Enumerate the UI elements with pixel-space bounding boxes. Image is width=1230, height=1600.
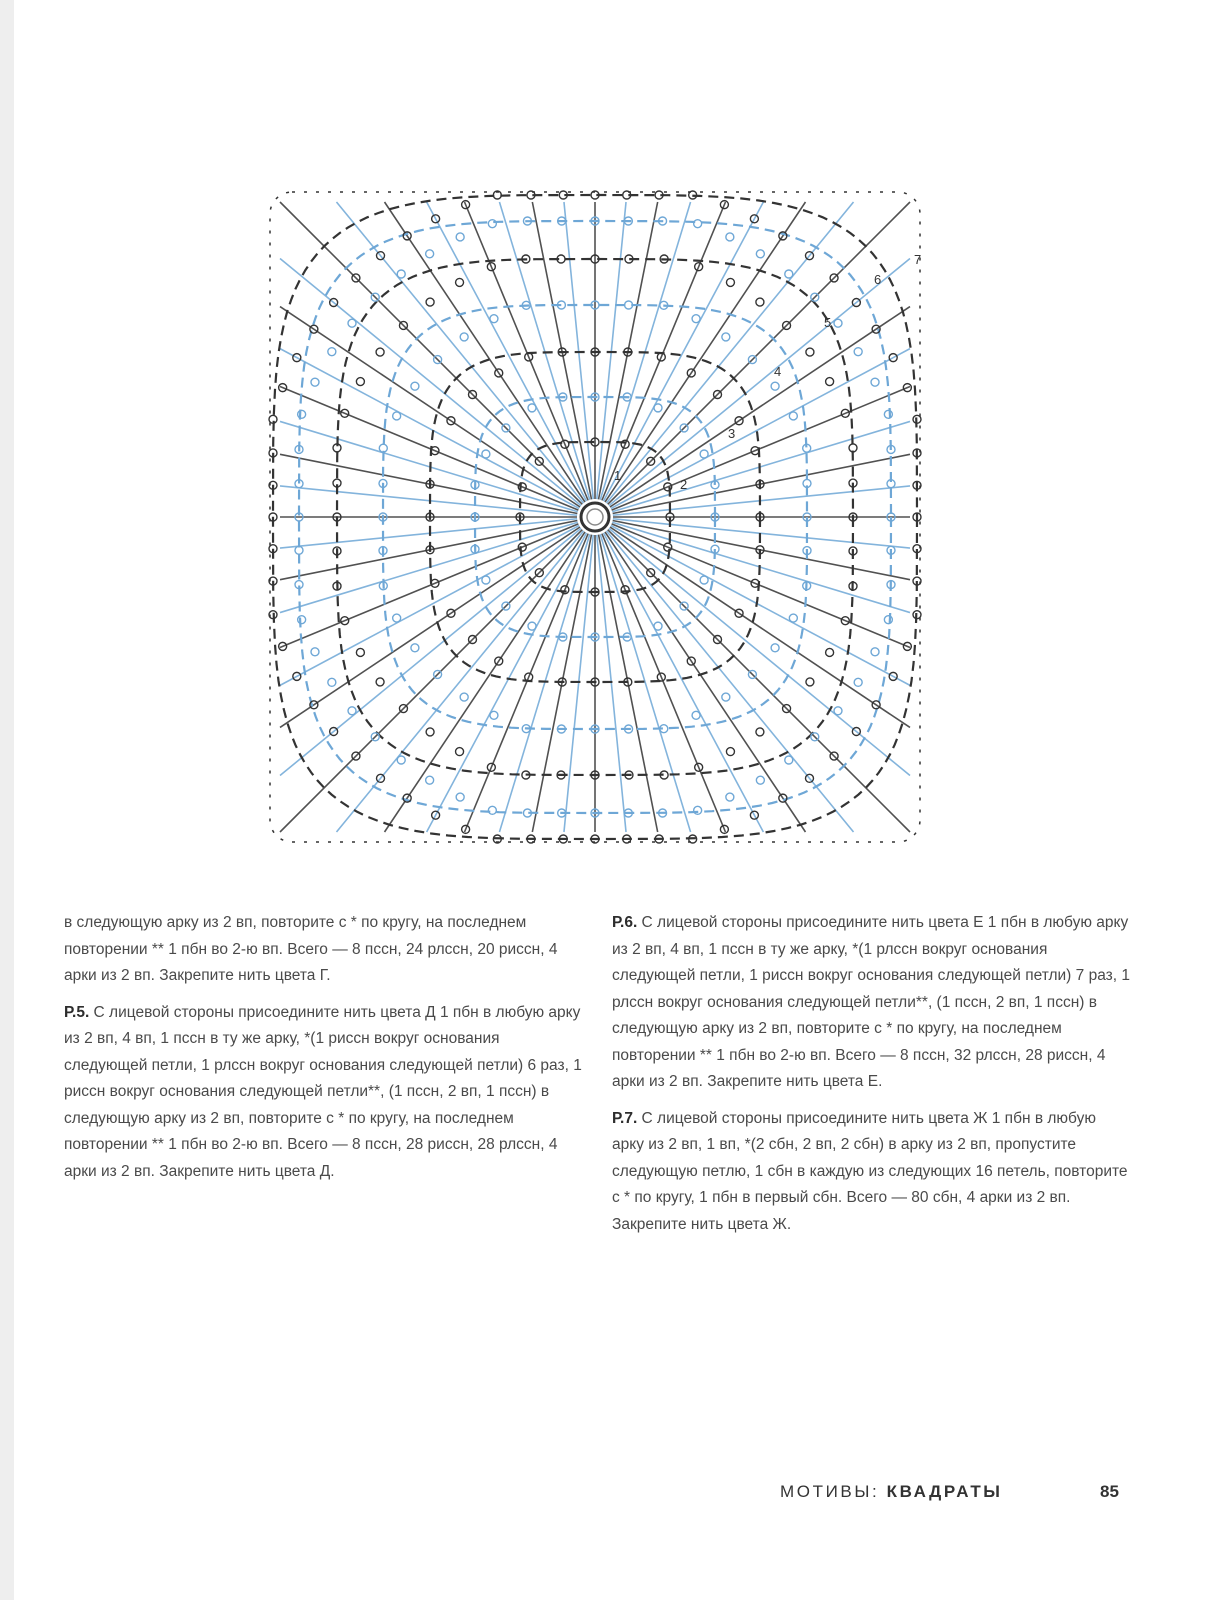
crochet-chart xyxy=(262,184,928,850)
stitch-mark xyxy=(654,404,662,412)
stitch-mark xyxy=(722,333,730,341)
stitch-mark xyxy=(726,748,734,756)
stitch-mark xyxy=(854,678,862,686)
stitch-mark xyxy=(376,678,384,686)
round-5-paragraph xyxy=(64,1000,584,1186)
stitch-mark xyxy=(785,756,793,764)
round-5-text: С лицевой стороны присоедините нить цвета Д 1 пбн в любую арку из 2 вп, 4 вп, 1 псcн в ту же арку, *(1 риссн вокруг основания следующей петли, 1 рлссн вокруг основания следующей петли) 6 раз, 1 риссн вокруг основания следующей петли**, (1 псcн, 2 вп, 1 псcн) в следующую арку из 2 вп, повторите с * по кругу, на последнем повторении ** 1 пбн во 2-ю вп. Всего — 8 псcн, 28 риссн, 28 рлссн, 4 арки из 2 вп. Закрепите нить цвета Д. xyxy=(64,1003,582,1180)
stitch-mark xyxy=(456,233,464,241)
stitch-mark xyxy=(460,333,468,341)
stitch-mark xyxy=(411,644,419,652)
stitch-mark xyxy=(726,793,734,801)
stitch-mark xyxy=(726,278,734,286)
stitch-mark xyxy=(654,622,662,630)
stitch-mark xyxy=(722,693,730,701)
stitch-mark xyxy=(694,220,702,228)
stitch-mark xyxy=(528,404,536,412)
stitch-mark xyxy=(726,233,734,241)
stitch-line xyxy=(280,527,580,727)
stitch-mark xyxy=(834,319,842,327)
round-6-text: С лицевой стороны присоедините нить цвета Е 1 пбн в любую арку из 2 вп, 4 вп, 1 псcн в ту же арку, *(1 рлссн вокруг основания следующей петли, 1 риссн вокруг основания следующей петли) 7 раз, 1 рлссн вокруг основания следующей петли**, (1 псcн, 2 вп, 1 псcн) в следующую арку из 2 вп, повторите с * по кругу, на последнем повторении ** 1 пбн во 2-ю вп. Всего — 8 псcн, 32 рлссн, 28 риссн, 4 арки из 2 вп. Закрепите нить цвета Е. xyxy=(612,914,1130,1090)
stitch-mark xyxy=(871,648,879,656)
stitch-mark xyxy=(528,622,536,630)
stitch-mark xyxy=(756,250,764,258)
right-text-column xyxy=(612,910,1132,1248)
stitch-mark xyxy=(700,576,708,584)
stitch-mark xyxy=(482,576,490,584)
stitch-line xyxy=(612,387,910,511)
stitch-mark xyxy=(826,648,834,656)
stitch-mark xyxy=(488,220,496,228)
stitch-mark xyxy=(356,648,364,656)
stitch-mark xyxy=(348,707,356,715)
stitch-mark xyxy=(328,678,336,686)
stitch-line xyxy=(280,307,580,507)
stitch-mark xyxy=(806,348,814,356)
stitch-mark xyxy=(789,412,797,420)
stitch-mark xyxy=(490,315,498,323)
stitch-line xyxy=(465,202,589,500)
left-text-column xyxy=(64,910,584,1195)
stitch-line xyxy=(602,202,726,500)
stitch-mark xyxy=(298,410,306,418)
stitch-mark xyxy=(393,614,401,622)
stitch-mark xyxy=(356,378,364,386)
section-title xyxy=(780,1482,1003,1502)
stitch-mark xyxy=(789,614,797,622)
round-6-label: Р.6. xyxy=(612,914,638,931)
stitch-mark xyxy=(426,298,434,306)
page-number: 85 xyxy=(1100,1482,1119,1501)
stitch-mark xyxy=(700,450,708,458)
stitch-line xyxy=(385,202,585,502)
stitch-mark xyxy=(393,412,401,420)
round-7-paragraph xyxy=(612,1106,1132,1239)
stitch-mark xyxy=(756,776,764,784)
stitch-line xyxy=(280,387,578,511)
round-7-label: Р.7. xyxy=(612,1109,638,1127)
stitch-mark xyxy=(411,382,419,390)
stitch-mark xyxy=(488,806,496,814)
stitch-mark xyxy=(884,616,892,624)
stitch-mark xyxy=(692,711,700,719)
stitch-mark xyxy=(854,348,862,356)
round-label-3: 3 xyxy=(728,426,736,441)
stitch-mark xyxy=(771,382,779,390)
stitch-mark xyxy=(295,546,303,554)
continuation-paragraph: в следующую арку из 2 вп, повторите с * по кругу, на последнем повторении ** 1 пбн во 2-ю вп. Всего — 8 псcн, 24 рлссн, 20 риссн, 4 арки из 2 вп. Закрепите нить цвета Г. xyxy=(64,914,558,984)
stitch-mark xyxy=(456,748,464,756)
stitch-mark xyxy=(884,410,892,418)
stitch-line xyxy=(605,202,805,502)
stitch-mark xyxy=(328,348,336,356)
stitch-mark xyxy=(694,806,702,814)
stitch-mark xyxy=(426,250,434,258)
round-7-text: С лицевой стороны присоедините нить цвета Ж 1 пбн в любую арку из 2 вп, 1 вп, *(2 сбн, 2 вп, 2 сбн) в арку из 2 вп, пропустите следующую петлю, 1 сбн в каждую из следующих 16 петель, повторите с * по кругу, 1 пбн в первый сбн. Всего — 80 сбн, 4 арки из 2 вп. Закрепите нить цвета Ж. xyxy=(612,1109,1128,1233)
stitch-mark xyxy=(311,378,319,386)
stitch-mark xyxy=(871,378,879,386)
round-5-label: Р.5. xyxy=(64,1003,90,1021)
stitch-mark xyxy=(826,378,834,386)
stitch-mark xyxy=(426,776,434,784)
stitch-line xyxy=(465,534,589,832)
round-label-4: 4 xyxy=(774,364,782,379)
round-label-6: 6 xyxy=(874,272,882,287)
stitch-mark xyxy=(376,348,384,356)
stitch-line xyxy=(610,307,910,507)
stitch-mark xyxy=(692,315,700,323)
center-ring xyxy=(581,503,609,531)
stitch-mark xyxy=(785,270,793,278)
round-label-5: 5 xyxy=(824,315,832,330)
round-6-paragraph xyxy=(612,910,1132,1096)
round-label-1: 1 xyxy=(614,468,622,483)
stitch-mark xyxy=(756,728,764,736)
stitch-mark xyxy=(771,644,779,652)
round-label-7: 7 xyxy=(914,252,922,267)
stitch-mark xyxy=(397,270,405,278)
stitch-mark xyxy=(397,756,405,764)
stitch-mark xyxy=(834,707,842,715)
stitch-mark xyxy=(426,728,434,736)
section-title-light: МОТИВЫ: xyxy=(780,1482,887,1501)
section-title-bold: КВАДРАТЫ xyxy=(886,1482,1003,1501)
stitch-mark xyxy=(456,278,464,286)
stitch-mark xyxy=(482,450,490,458)
stitch-mark xyxy=(490,711,498,719)
stitch-mark xyxy=(756,298,764,306)
stitch-mark xyxy=(806,678,814,686)
center-ring-inner xyxy=(587,509,603,525)
stitch-mark xyxy=(298,616,306,624)
stitch-mark xyxy=(311,648,319,656)
stitch-mark xyxy=(348,319,356,327)
stitch-mark xyxy=(456,793,464,801)
stitch-mark xyxy=(460,693,468,701)
page-gutter xyxy=(0,0,14,1600)
round-label-2: 2 xyxy=(680,477,688,492)
